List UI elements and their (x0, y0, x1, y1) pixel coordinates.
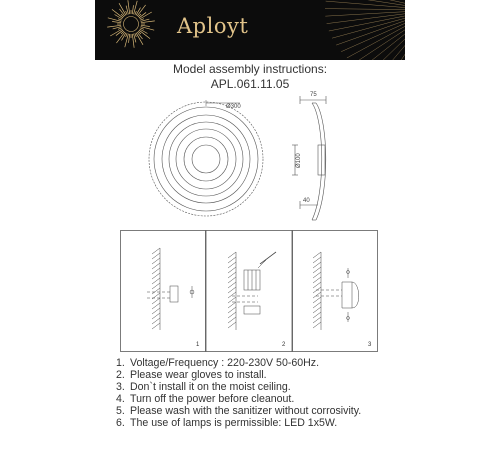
wall-hatch (313, 322, 321, 328)
wall-hatch (313, 252, 321, 258)
wall-hatch (313, 307, 321, 313)
wall-hatch (152, 313, 160, 319)
step-panel-1 (121, 231, 206, 352)
step-number: 2 (282, 342, 286, 348)
wall-hatch (313, 282, 321, 288)
wall-anchor-drawing (147, 248, 194, 330)
page-title: Model assembly instructions: (172, 62, 328, 76)
wall-hatch (228, 317, 236, 323)
front-view (149, 102, 263, 216)
wall-hatch (152, 288, 160, 294)
instruction-item: 1. Voltage/Frequency : 220-230V 50-60Hz. (116, 357, 320, 369)
wall-hatch (313, 277, 321, 283)
wall-hatch (313, 272, 321, 278)
wall-hatch (228, 312, 236, 318)
wall-hatch (152, 308, 160, 314)
wiring-drawing (228, 252, 276, 330)
wall-hatch (228, 287, 236, 293)
wall-hatch (313, 292, 321, 298)
wall-hatch (152, 258, 160, 264)
wall-hatch (313, 312, 321, 318)
wall-hatch (228, 252, 236, 258)
instructions-list (116, 358, 361, 429)
step-panel-3 (293, 231, 378, 352)
wall-hatch (313, 317, 321, 323)
instruction-item: 2. Please wear gloves to install. (116, 368, 267, 381)
wall-hatch (313, 267, 321, 273)
instruction-item: 4. Turn off the power before cleanout. (116, 392, 295, 405)
instruction-item: 6. The use of lamps is permissible: LED 1x5W. (116, 416, 338, 429)
wall-hatch (228, 322, 236, 328)
wall-hatch (152, 278, 160, 284)
wall-hatch (152, 263, 160, 269)
wall-hatch (152, 318, 160, 324)
wall-hatch (313, 302, 321, 308)
depth-bottom-label: 40 (303, 198, 310, 204)
wall-hatch (152, 298, 160, 304)
wall-hatch (152, 248, 160, 254)
wall-hatch (228, 302, 236, 308)
installation-steps (120, 230, 378, 352)
model-code: APL.061.11.05 (210, 77, 290, 91)
depth-top-label: 75 (310, 92, 317, 98)
wall-hatch (152, 303, 160, 309)
diameter-label: Ø300 (226, 104, 241, 110)
step-number: 1 (196, 342, 200, 348)
wall-hatch (313, 297, 321, 303)
wall-hatch (228, 262, 236, 268)
wall-hatch (228, 257, 236, 263)
brand-name: Aployt (177, 14, 249, 38)
wall-hatch (228, 292, 236, 298)
step-number: 3 (368, 342, 372, 348)
wall-hatch (228, 282, 236, 288)
wall-hatch (228, 277, 236, 283)
wall-hatch (152, 253, 160, 259)
wall-hatch (152, 283, 160, 289)
wall-hatch (228, 272, 236, 278)
wall-hatch (152, 323, 160, 329)
instruction-item: 3. Don`t install it on the moist ceiling. (116, 380, 291, 393)
wall-hatch (152, 268, 160, 274)
step-panel-2 (206, 231, 292, 352)
height-label: Ø100 (296, 153, 302, 168)
mount-lamp-drawing (313, 252, 359, 330)
wall-hatch (313, 262, 321, 268)
wall-hatch (152, 273, 160, 279)
wall-hatch (228, 307, 236, 313)
wall-hatch (228, 267, 236, 273)
instruction-item: 5. Please wash with the sanitizer without corrosivity. (116, 404, 362, 417)
wall-hatch (313, 257, 321, 263)
